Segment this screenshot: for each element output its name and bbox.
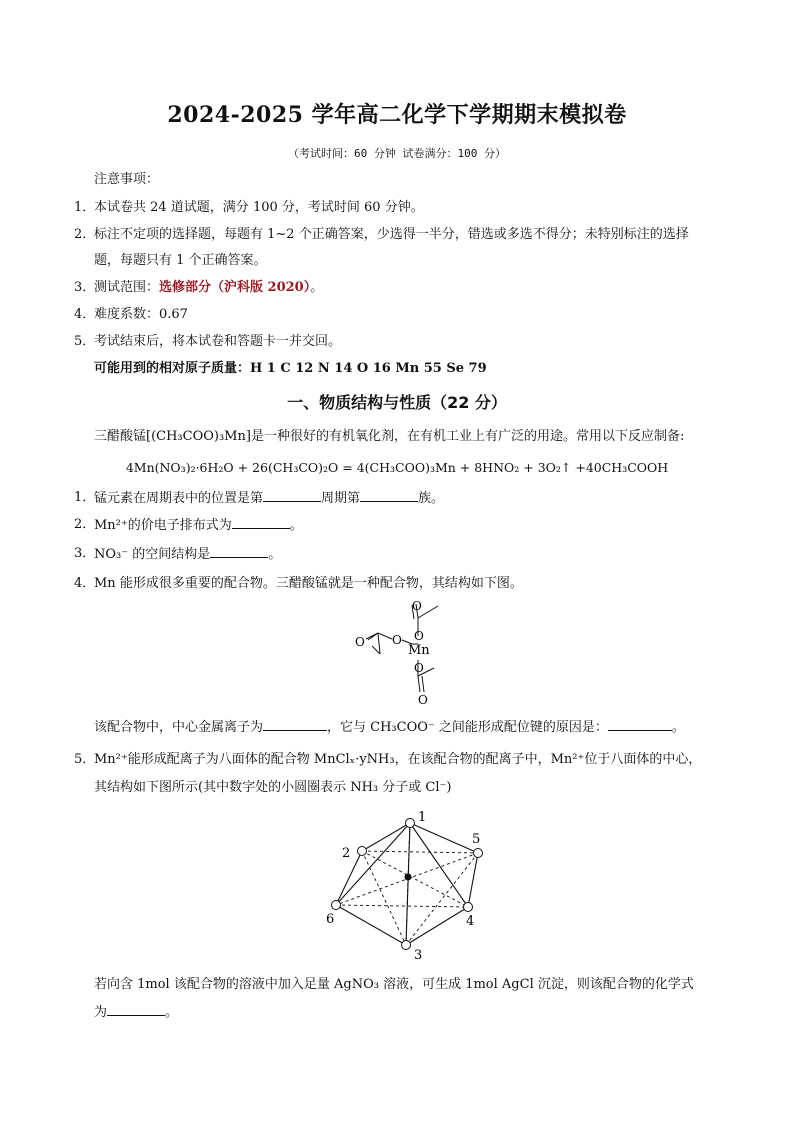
vertex-label-6: 6 <box>326 912 335 927</box>
q4-num: 4． <box>74 576 96 591</box>
notice-item-2-cont: 题，每题只有 1 个正确答案。 <box>94 253 267 268</box>
scope-highlight: 选修部分（沪科版 2020） <box>159 280 311 295</box>
oxygen-label-left-carbonyl: O <box>355 635 365 649</box>
question-5: Mn²⁺能形成配离子为八面体的配合物 MnClₓ·yNH₃，在该配合物的配离子中，Mn²⁺位于八面体的中心， <box>94 752 702 767</box>
q4-blank-reason[interactable] <box>608 718 672 731</box>
manganese-label: Mn <box>408 643 430 658</box>
q5-num: 5． <box>74 752 96 767</box>
question-5-cont: 其结构如下图所示(其中数字处的小圆圈表示 NH₃ 分子或 Cl⁻) <box>94 780 452 795</box>
notice-item-2: 标注不定项的选择题，每题有 1~2 个正确答案，少选得一半分，错选或多选不得分；未特别标注的选择 <box>94 227 689 242</box>
q1-num: 1． <box>74 490 96 505</box>
reaction-equation: 4Mn(NO₃)₂·6H₂O + 26(CH₃CO)₂O = 4(CH₃COO)₃Mn + 8HNO₂ + 3O₂↑ +40CH₃COOH <box>125 460 669 475</box>
oxygen-label-bottom: O <box>418 693 428 707</box>
notice-num-2: 2． <box>74 227 96 242</box>
q5-tail-text-b: 为 <box>94 1005 108 1020</box>
vertex-label-3: 3 <box>414 948 423 963</box>
vertex-3-circle <box>402 941 411 950</box>
notice-item-4: 难度系数：0.67 <box>94 307 188 322</box>
notice-heading: 注意事项： <box>94 172 160 187</box>
oxygen-label-left: O <box>392 633 402 647</box>
q4-tail-text-a: 该配合物中，中心金属离子为 <box>94 720 264 735</box>
notice-item-3 <box>94 279 323 297</box>
oxygen-label-top: O <box>412 599 422 613</box>
section-intro: 三醋酸锰[(CH₃COO)₃Mn]是一种很好的有机氧化剂，在有机工业上有广泛的用途。常用以下反应制备: <box>94 429 685 444</box>
section-heading: 一、物质结构与性质（22 分） <box>287 393 507 412</box>
notice-item-5: 考试结束后，将本试卷和答题卡一并交回。 <box>94 334 342 349</box>
notice-num-5: 5． <box>74 334 96 349</box>
page-title: 2024-2025 学年高二化学下学期期末模拟卷 <box>167 102 627 128</box>
vertex-6-circle <box>332 901 341 910</box>
center-metal-dot <box>405 874 412 881</box>
manganese-triacetate-structure <box>340 596 470 708</box>
oxygen-label-lower: O <box>414 661 424 675</box>
oxygen-label-upper: O <box>414 629 424 643</box>
vertex-4-circle <box>464 903 473 912</box>
q1-blank-group[interactable] <box>360 489 418 502</box>
vertex-label-1: 1 <box>418 810 427 825</box>
question-5-tail: 若向含 1mol 该配合物的溶液中加入足量 AgNO₃ 溶液，可生成 1mol AgCl 沉淀，则该配合物的化学式 <box>94 977 694 992</box>
notice-item-1: 本试卷共 24 道试题，满分 100 分，考试时间 60 分钟。 <box>94 200 424 215</box>
question-1 <box>94 489 444 508</box>
vertex-2-circle <box>358 847 367 856</box>
vertex-label-5: 5 <box>472 832 481 847</box>
q3-text-b: 。 <box>268 547 282 562</box>
q1-text-b: 周期第 <box>321 491 361 506</box>
q2-num: 2． <box>74 517 96 532</box>
q2-text-b: 。 <box>289 518 303 533</box>
scope-label: 测试范围： <box>94 280 160 295</box>
scope-suffix: 。 <box>310 280 324 295</box>
vertex-5-circle <box>474 849 483 858</box>
q1-text-a: 锰元素在周期表中的位置是第 <box>94 491 264 506</box>
notice-num-4: 4． <box>74 307 96 322</box>
q3-text-a: NO₃⁻ 的空间结构是 <box>94 547 211 562</box>
q2-blank[interactable] <box>232 516 290 529</box>
q2-text-a: Mn²⁺的价电子排布式为 <box>94 518 232 533</box>
vertex-label-2: 2 <box>342 846 351 861</box>
atomic-masses: 可能用到的相对原子质量：H 1 C 12 N 14 O 16 Mn 55 Se 79 <box>94 361 487 376</box>
notice-num-1: 1． <box>74 200 96 215</box>
question-5-tail-cont <box>94 1003 178 1022</box>
question-3 <box>94 545 281 564</box>
q1-blank-period[interactable] <box>263 489 321 502</box>
q5-blank-formula[interactable] <box>107 1003 165 1016</box>
q4-tail-text-b: ，它与 CH₃COO⁻ 之间能形成配位键的原因是： <box>327 720 608 735</box>
notice-num-3: 3． <box>74 280 96 295</box>
q3-blank[interactable] <box>210 545 268 558</box>
q4-tail-text-c: 。 <box>671 720 685 735</box>
question-4: Mn 能形成很多重要的配合物。三醋酸锰就是一种配合物，其结构如下图。 <box>94 576 523 591</box>
vertex-1-circle <box>406 819 415 828</box>
q1-text-c: 族。 <box>418 491 445 506</box>
octahedron-diagram <box>318 805 498 963</box>
question-4-tail <box>94 718 685 737</box>
q3-num: 3． <box>74 546 96 561</box>
page-subtitle: （考试时间：60 分钟 试卷满分：100 分） <box>288 147 506 160</box>
question-2 <box>94 516 303 535</box>
vertex-label-4: 4 <box>466 914 475 929</box>
q5-tail-text-c: 。 <box>165 1005 179 1020</box>
q4-blank-ion[interactable] <box>263 718 327 731</box>
